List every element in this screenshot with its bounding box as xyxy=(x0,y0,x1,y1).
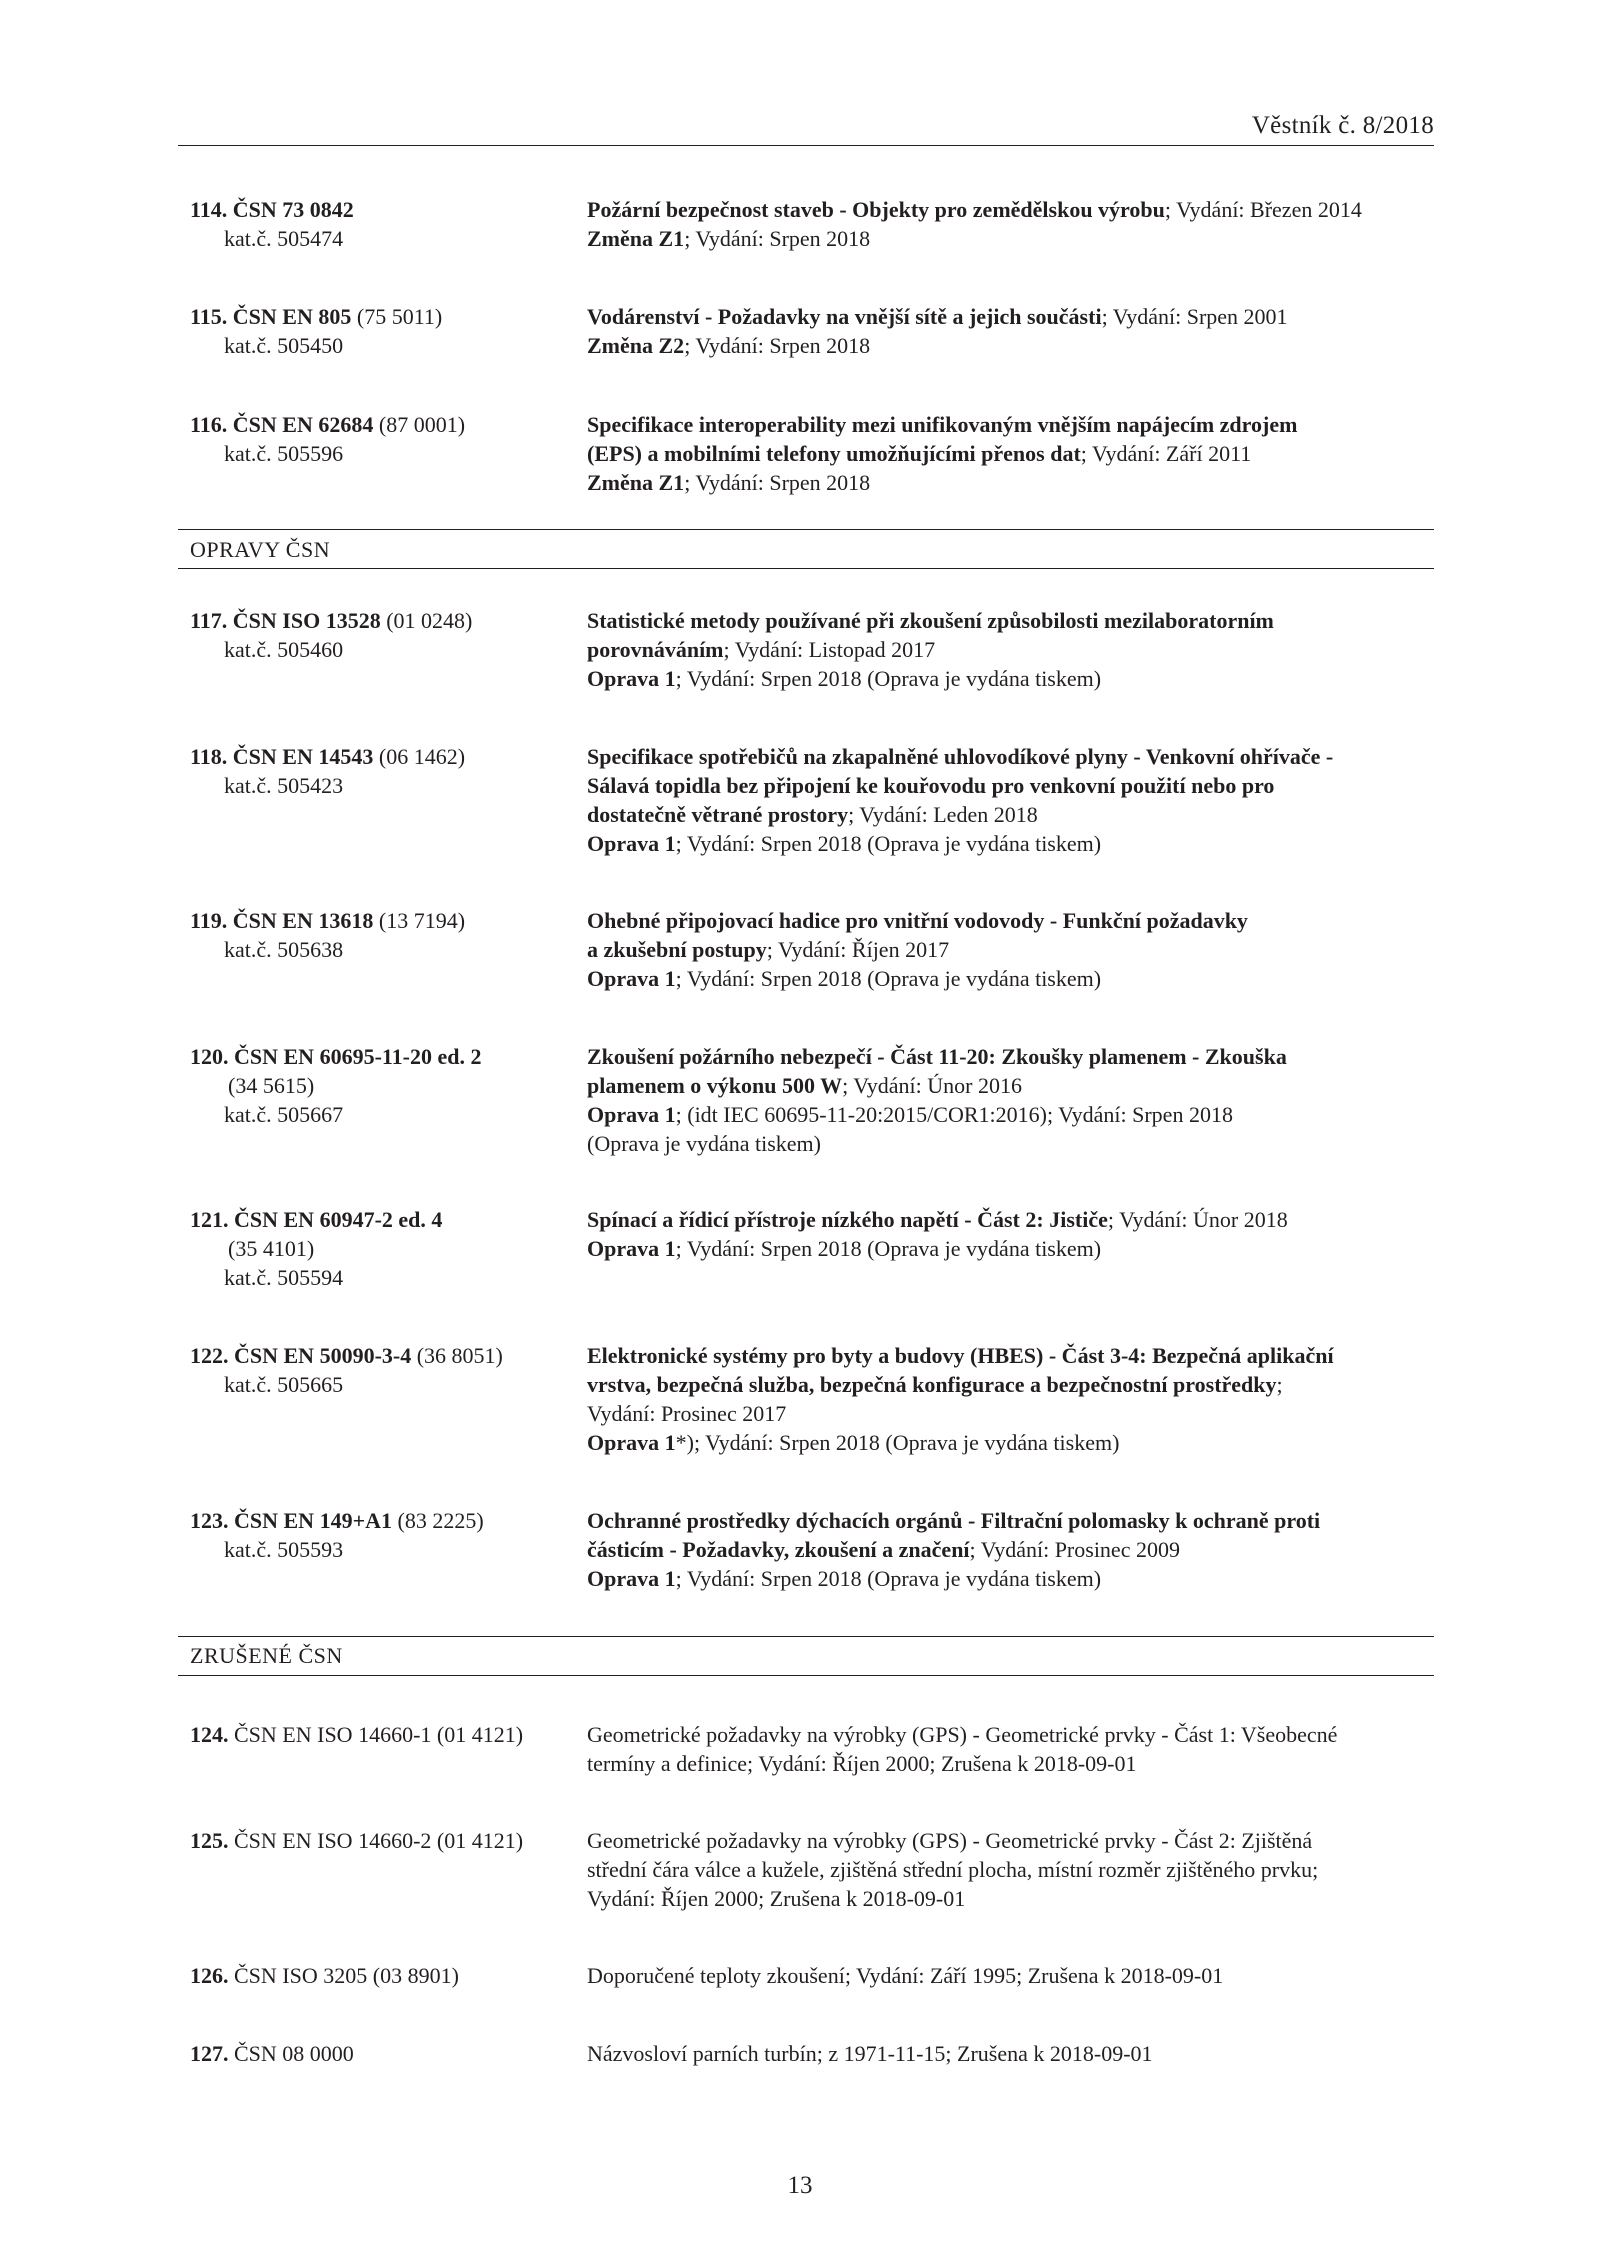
entry-title-line: Spínací a řídicí přístroje nízkého napětí - Část 2: Jističe; Vydání: Únor 2018 xyxy=(587,1207,1288,1232)
entry-title-line: Sálavá topidla bez připojení ke kouřovodu pro venkovní použití nebo pro xyxy=(587,773,1275,798)
section-rule xyxy=(178,1675,1434,1676)
entry-id: 122. ČSN EN 50090-3-4 (36 8051) xyxy=(190,1343,503,1368)
catalog-number: kat.č. 505594 xyxy=(224,1265,344,1290)
entry-title-line: termíny a definice; Vydání: Říjen 2000; Zrušena k 2018-09-01 xyxy=(587,1751,1137,1776)
journal-header: Věstník č. 8/2018 xyxy=(1251,112,1434,139)
entry-title-line: porovnáváním; Vydání: Listopad 2017 xyxy=(587,637,936,662)
catalog-number: kat.č. 505423 xyxy=(224,773,344,798)
entry-id: 120. ČSN EN 60695-11-20 ed. 2 xyxy=(190,1044,482,1069)
section-rule xyxy=(178,568,1434,569)
entry-id: 119. ČSN EN 13618 (13 7194) xyxy=(190,908,466,933)
entry-title-line: Zkoušení požárního nebezpečí - Část 11-20: Zkoušky plamenem - Zkouška xyxy=(587,1044,1287,1069)
section-title-zrusene: ZRUŠENÉ ČSN xyxy=(190,1643,343,1668)
section-title-opravy: OPRAVY ČSN xyxy=(190,537,331,562)
entry-title-line: plamenem o výkonu 500 W; Vydání: Únor 2016 xyxy=(587,1073,1022,1098)
catalog-number: kat.č. 505474 xyxy=(224,226,344,251)
entry-id: 117. ČSN ISO 13528 (01 0248) xyxy=(190,608,473,633)
entry-id: 114. ČSN 73 0842 xyxy=(190,197,354,222)
entry-title-line: Oprava 1; Vydání: Srpen 2018 (Oprava je vydána tiskem) xyxy=(587,1236,1102,1261)
entry-title-line: Ohebné připojovací hadice pro vnitřní vodovody - Funkční požadavky xyxy=(587,908,1248,933)
entry-title-line: Názvosloví parních turbín; z 1971-11-15; Zrušena k 2018-09-01 xyxy=(587,2041,1153,2066)
entry-title-line: Geometrické požadavky na výrobky (GPS) - Geometrické prvky - Část 1: Všeobecné xyxy=(587,1722,1338,1747)
entry-title-line: Oprava 1; (idt IEC 60695-11-20:2015/COR1:2016); Vydání: Srpen 2018 xyxy=(587,1102,1233,1127)
catalog-number: kat.č. 505460 xyxy=(224,637,344,662)
catalog-number: kat.č. 505596 xyxy=(224,441,344,466)
entry-id: 116. ČSN EN 62684 (87 0001) xyxy=(190,412,466,437)
entry-title-line: Ochranné prostředky dýchacích orgánů - Filtrační polomasky k ochraně proti xyxy=(587,1508,1321,1533)
entry-title-line: Geometrické požadavky na výrobky (GPS) - Geometrické prvky - Část 2: Zjištěná xyxy=(587,1828,1313,1853)
classification-number: (34 5615) xyxy=(228,1073,315,1098)
entry-title-line: (EPS) a mobilními telefony umožňujícími přenos dat; Vydání: Září 2011 xyxy=(587,441,1252,466)
entry-title-line: Oprava 1*); Vydání: Srpen 2018 (Oprava je vydána tiskem) xyxy=(587,1430,1120,1455)
entry-title-line: (Oprava je vydána tiskem) xyxy=(587,1131,821,1156)
entry-title-line: Vodárenství - Požadavky na vnější sítě a jejich součásti; Vydání: Srpen 2001 xyxy=(587,304,1288,329)
entry-title-line: Specifikace interoperability mezi unifikovaným vnějším napájecím zdrojem xyxy=(587,412,1298,437)
catalog-number: kat.č. 505593 xyxy=(224,1537,344,1562)
entry-id: 125. ČSN EN ISO 14660-2 (01 4121) xyxy=(190,1828,524,1853)
entry-id: 118. ČSN EN 14543 (06 1462) xyxy=(190,744,466,769)
entry-title-line: Vydání: Prosinec 2017 xyxy=(587,1401,787,1426)
entry-id: 123. ČSN EN 149+A1 (83 2225) xyxy=(190,1508,484,1533)
entry-title-line: Změna Z1; Vydání: Srpen 2018 xyxy=(587,226,871,251)
catalog-number: kat.č. 505450 xyxy=(224,333,344,358)
entry-title-line: Oprava 1; Vydání: Srpen 2018 (Oprava je vydána tiskem) xyxy=(587,666,1102,691)
catalog-number: kat.č. 505638 xyxy=(224,937,344,962)
entry-title-line: Statistické metody používané při zkoušení způsobilosti mezilaboratorním xyxy=(587,608,1274,633)
entry-title-line: Oprava 1; Vydání: Srpen 2018 (Oprava je vydána tiskem) xyxy=(587,831,1102,856)
entry-title-line: vrstva, bezpečná služba, bezpečná konfigurace a bezpečnostní prostředky; xyxy=(587,1372,1283,1397)
entry-title-line: Oprava 1; Vydání: Srpen 2018 (Oprava je vydána tiskem) xyxy=(587,1566,1102,1591)
entry-title-line: dostatečně větrané prostory; Vydání: Leden 2018 xyxy=(587,802,1038,827)
section-rule xyxy=(178,1636,1434,1637)
entry-title-line: Změna Z1; Vydání: Srpen 2018 xyxy=(587,470,871,495)
entry-title-line: Požární bezpečnost staveb - Objekty pro zemědělskou výrobu; Vydání: Březen 2014 xyxy=(587,197,1362,222)
classification-number: (35 4101) xyxy=(228,1236,315,1261)
entry-title-line: Změna Z2; Vydání: Srpen 2018 xyxy=(587,333,871,358)
catalog-number: kat.č. 505667 xyxy=(224,1102,344,1127)
entry-title-line: Doporučené teploty zkoušení; Vydání: Září 1995; Zrušena k 2018-09-01 xyxy=(587,1963,1224,1988)
entry-title-line: částicím - Požadavky, zkoušení a značení; Vydání: Prosinec 2009 xyxy=(587,1537,1180,1562)
entry-title-line: Specifikace spotřebičů na zkapalněné uhlovodíkové plyny - Venkovní ohřívače - xyxy=(587,744,1334,769)
entry-id: 121. ČSN EN 60947-2 ed. 4 xyxy=(190,1207,443,1232)
entry-title-line: Vydání: Říjen 2000; Zrušena k 2018-09-01 xyxy=(587,1886,966,1911)
page-number: 13 xyxy=(787,2172,813,2199)
entry-id: 124. ČSN EN ISO 14660-1 (01 4121) xyxy=(190,1722,524,1747)
section-rule xyxy=(178,529,1434,530)
catalog-number: kat.č. 505665 xyxy=(224,1372,344,1397)
entry-title-line: Elektronické systémy pro byty a budovy (HBES) - Část 3-4: Bezpečná aplikační xyxy=(587,1343,1334,1368)
entry-title-line: a zkušební postupy; Vydání: Říjen 2017 xyxy=(587,937,950,962)
entry-title-line: střední čára válce a kužele, zjištěná střední plocha, místní rozměr zjištěného prvku; xyxy=(587,1857,1319,1882)
entry-id: 127. ČSN 08 0000 xyxy=(190,2041,354,2066)
header-rule xyxy=(178,145,1434,146)
entry-title-line: Oprava 1; Vydání: Srpen 2018 (Oprava je vydána tiskem) xyxy=(587,966,1102,991)
entry-id: 126. ČSN ISO 3205 (03 8901) xyxy=(190,1963,459,1988)
entry-id: 115. ČSN EN 805 (75 5011) xyxy=(190,304,443,329)
